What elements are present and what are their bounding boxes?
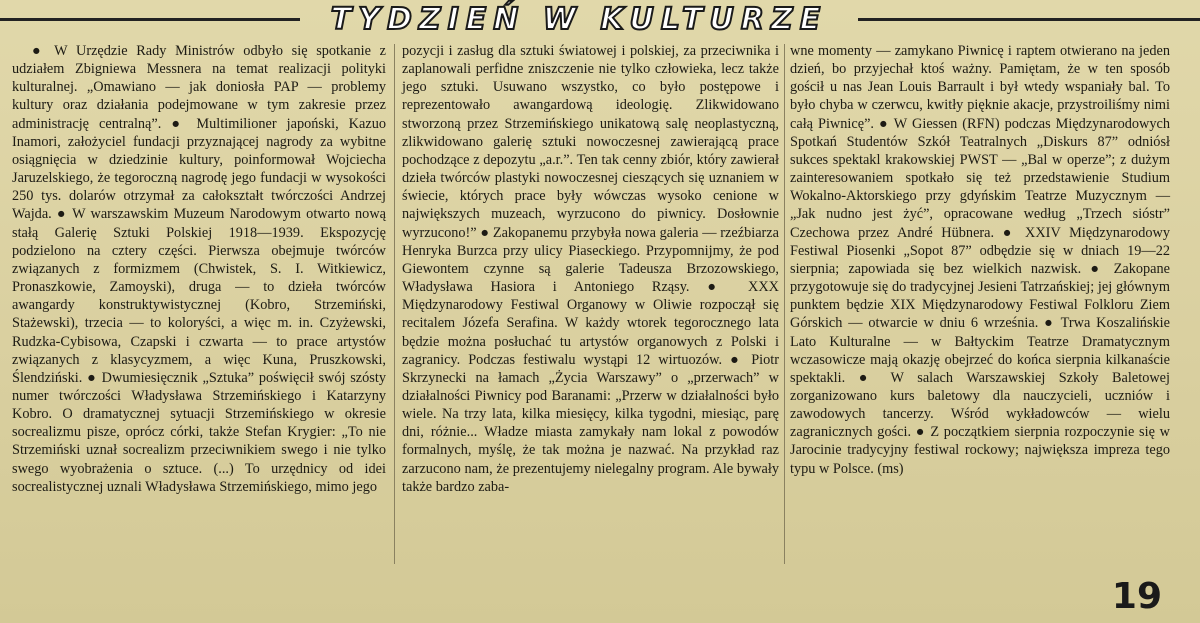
section-title: TYDZIEŃ W KULTURZE <box>330 1 828 37</box>
page-number: 19 <box>1111 576 1162 617</box>
column-divider <box>394 44 395 564</box>
article-column-2: pozycji i zasług dla sztuki światowej i polskiej, za przeciwnika i zaplanowali perfidne zniszczenie nie tylko człowieka, lecz także jego sztuki. Usuwano wszystko, co było postępowe i reprezentowało awangardową ideologię. Zlikwidowano stworzoną przez Strzemińskiego unikatową salę neoplastyczną, zlikwidowano galerię sztuki nowoczesnej zawierającą prace pochodzące z depozytu „a.r.”. Ten tak cenny zbiór, który zawierał dzieła twórców plastyki nowoczesnej cieszących się uznaniem w świecie, których prace były wówczas wysoko cenione w największych muzeach, wyrzucono do piwnicy. Dosłownie wyrzucono!” ● Zakopanemu przybyła nowa galeria — rzeźbiarza Henryka Burzca przy ulicy Piaseckiego. Przypomnijmy, że pod Giewontem czynne są galerie Tadeusza Brzozowskiego, Władysława Hasiora i Antoniego Rząsy. ● XXX Międzynarodowy Festiwal Organowy w Oliwie rozpoczął się recitalem Józefa Serafina. W każdy wtorek tegorocznego lata będzie można posłuchać tu artystów organowych z Polski i zagranicy. Podczas festiwalu wystąpi 12 wirtuozów. ● Piotr Skrzynecki na łamach „Życia Warszawy” o „przerwach” w działalności Piwnicy pod Baranami: „Przerw w działalności było wiele. Na trzy lata, kilka miesięcy, kilka tygodni, miesiąc, parę dni, różnie... Władze miasta zamykały nam lokal z powodów formalnych, myślę, że tak można je nazwać. Na przykład raz zarzucono nam, że prezentujemy nielegalny program. Ale bywały także bardzo zaba- <box>402 43 779 495</box>
article-column-3: wne momenty — zamykano Piwnicę i raptem otwierano na jeden dzień, bo przyjechał ktoś ważny. Pamiętam, że w ten sposób gościł u nas Jean Louis Barrault i był wtedy wspaniały bal. To było chyba w czerwcu, kwitły pięknie akacje, przystroiliśmy nimi całą Piwnicę”. ● W Giessen (RFN) podczas Międzynarodowych Spotkań Studentów Szkół Teatralnych „Diskurs 87” odniósł sukces spektakl krakowskiej PWST — „Bal w operze”; z dużym zainteresowaniem spotkało się też przedstawienie Studium Wokalno-Aktorskiego przy gdyńskim Teatrze Muzycznym — „Jak nudno jest żyć”, opracowane według „Trzech sióstr” Czechowa przez André Hübnera. ● XXIV Międzynarodowy Festiwal Piosenki „Sopot 87” odbędzie się w dniach 19—22 sierpnia; zapowiada się bez wielkich nazwisk. ● Zakopane przygotowuje się do tradycyjnej Jesieni Tatrzańskiej; jej głównym punktem będzie XIX Międzynarodowy Festiwal Folkloru Ziem Górskich — otwarcie w dniu 6 września. ● Trwa Koszalińskie Lato Kulturalne — w Bałtyckim Teatrze Dramatycznym wczasowicze mają okazję obejrzeć do końca sierpnia kilkanaście spektakli. ● W salach Warszawskiej Szkoły Baletowej zorganizowano kurs baletowy dla nauczycieli, uczniów i zawodowych tancerzy. Wśród wykładowców — wielu zagranicznych gości. ● Z początkiem sierpnia rozpoczynie się w Jarocinie tradycyjny festiwal rockowy; największa impreza tego typu w Polsce. (ms) <box>790 43 1170 477</box>
header-rule-right <box>858 18 1200 21</box>
column-divider <box>784 44 785 564</box>
section-header <box>305 0 853 38</box>
header-rule-left <box>0 18 300 21</box>
article-column-1: ● W Urzędzie Rady Ministrów odbyło się spotkanie z udziałem Zbigniewa Messnera na temat realizacji polityki kulturalnej. „Omawiano — jak doniosła PAP — problemy kultury oraz działania podejmowane w tym zakresie przez administrację centralną”. ● Multimilioner japoński, Kazuo Inamori, założyciel fundacji przyznającej nagrody za wybitne osiągnięcia w dziedzinie kultury, poinformował Wojciecha Jaruzelskiego, że tegoroczną nagrodę jego fundacji w wysokości 250 tys. dolarów otrzymał za całokształt twórczości Andrzej Wajda. ● W warszawskim Muzeum Narodowym otwarto nową stałą Galerię Sztuki Polskiej 1918—1939. Ekspozycję podzielono na cztery części. Pierwsza obejmuje twórców związanych z formizmem (Chwistek, S. I. Witkiewicz, Pronaszkowie, Zamoyski), druga — to dzieła twórców awangardy konstruktywistycznej (Kobro, Strzemiński, Stażewski), trzecia — to koloryści, a więc m. in. Czyżewski, Rudzka-Cybisowa, Czapski i czwarta — to prace artystów związanych z klasycyzmem, a więc Kuna, Pruszkowski, Ślendziński. ● Dwumiesięcznik „Sztuka” poświęcił swój szósty numer twórczości Władysława Strzemińskiego i Katarzyny Kobro. O dramatycznej sytuacji Strzemińskiego w okresie socrealizmu pisze, oprócz córki, także Stefan Krygier: „To nie Strzemiński uznał socrealizm przeciwnikiem swego i nie tylko swego wyobrażenia o sztuce. (...) To urzędnicy od idei socrealistycznej uznali Władysława Strzemińskiego, mimo jego <box>12 43 386 495</box>
